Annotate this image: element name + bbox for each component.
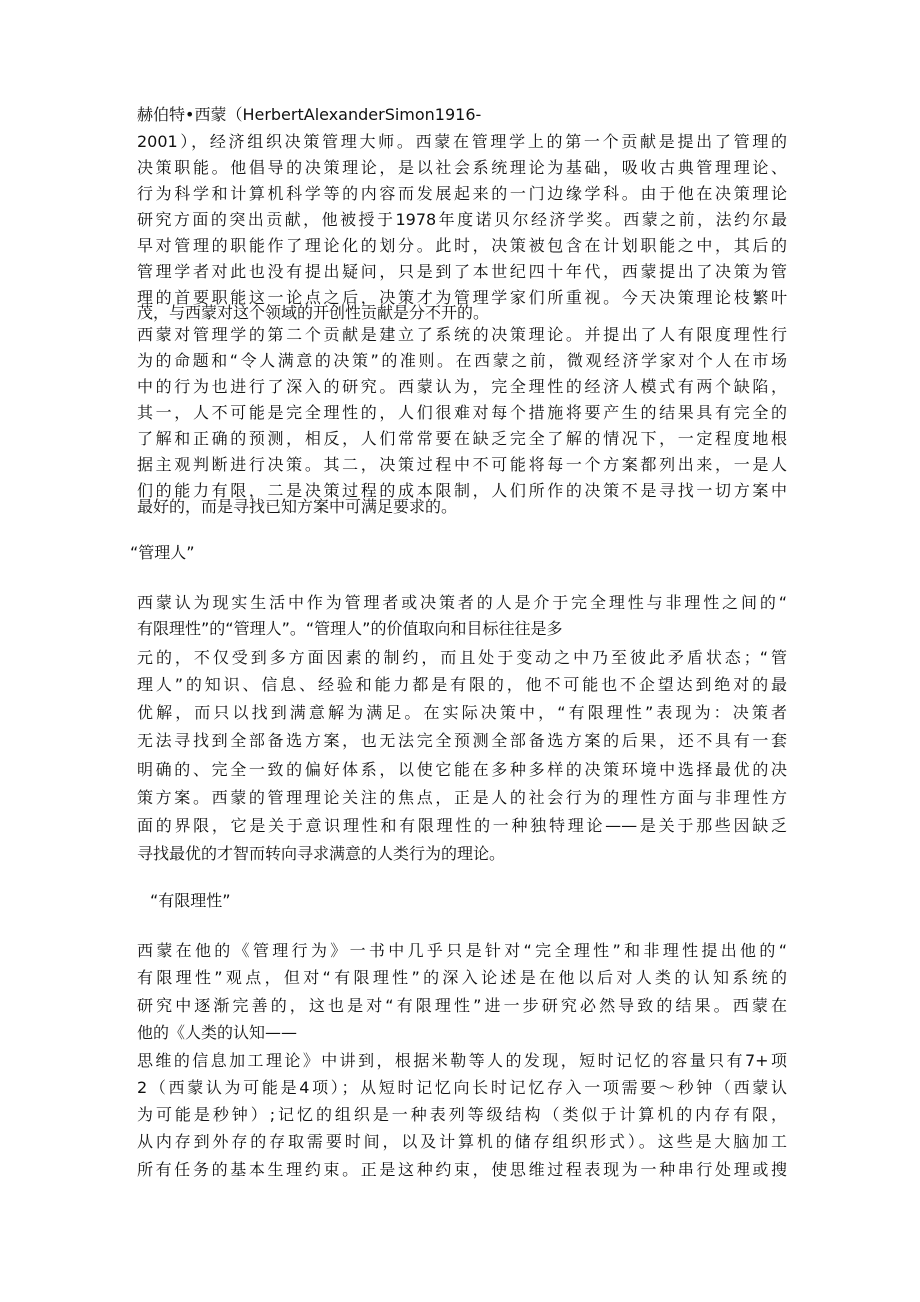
text-line: 2（西蒙认为可能是4项）；从短时记忆向长时记忆存入一项需要～秒钟（西蒙认 <box>137 1078 787 1097</box>
text-line: 中的行为也进行了深入的研究。西蒙认为，完全理性的经济人模式有两个缺陷， <box>137 377 787 396</box>
text-line: 为可能是秒钟）;记忆的组织是一种表列等级结构（类似于计算机的内存有限， <box>137 1105 787 1124</box>
text-line: 研究中逐渐完善的，这也是对“有限理性”进一步研究必然导致的结果。西蒙在 <box>137 996 787 1015</box>
text-line: 西蒙在他的《管理行为》一书中几乎只是针对“完全理性”和非理性提出他的“ <box>137 941 787 960</box>
text-line: 决策职能。他倡导的决策理论，是以社会系统理论为基础，吸收古典管理理论、 <box>137 158 787 177</box>
text-line: 寻找最优的才智而转向寻求满意的人类行为的理论。 <box>137 844 506 863</box>
text-line: 优解，而只以找到满意解为满足。在实际决策中，“有限理性”表现为：决策者 <box>137 703 787 722</box>
text-line: 行为科学和计算机科学等的内容而发展起来的一门边缘学科。由于他在决策理论 <box>137 184 787 203</box>
text-line: 面的界限，它是关于意识理性和有限理性的一种独特理论——是关于那些因缺乏 <box>137 816 787 835</box>
text-line: 据主观判断进行决策。其二，决策过程中不可能将每一个方案都列出来，一是人 <box>137 455 787 474</box>
text-line: 元的，不仅受到多方面因素的制约，而且处于变动之中乃至彼此矛盾状态；“管 <box>137 648 787 667</box>
text-line: 思维的信息加工理论》中讲到，根据米勒等人的发现，短时记忆的容量只有7+项 <box>137 1051 787 1070</box>
text-line: 管理学者对此也没有提出疑问，只是到了本世纪四十年代，西蒙提出了决策为管 <box>137 262 787 281</box>
text-line: 西蒙对管理学的第二个贡献是建立了系统的决策理论。并提出了人有限度理性行 <box>137 325 787 344</box>
text-line: 最好的，而是寻找已知方案中可满足要求的。 <box>137 497 458 516</box>
text-line: 他的《人类的认知—— <box>137 1023 298 1042</box>
text-line: 2001），经济组织决策管理大师。西蒙在管理学上的第一个贡献是提出了管理的 <box>137 132 787 151</box>
text-line: 西蒙认为现实生活中作为管理者或决策者的人是介于完全理性与非理性之间的“ <box>137 593 787 612</box>
section-heading: “管理人” <box>130 543 195 562</box>
section-heading: “有限理性” <box>150 891 231 910</box>
text-line: 研究方面的突出贡献，他被授于1978年度诺贝尔经济学奖。西蒙之前，法约尔最 <box>137 210 787 229</box>
text-line: 为的命题和“令人满意的决策”的准则。在西蒙之前，微观经济学家对个人在市场 <box>137 351 787 370</box>
text-line: 了解和正确的预测，相反，人们常常要在缺乏完全了解的情况下，一定程度地根 <box>137 429 787 448</box>
text-line: 茂，与西蒙对这个领域的开创性贡献是分不开的。 <box>137 303 490 322</box>
text-line: 早对管理的职能作了理论化的划分。此时，决策被包含在计划职能之中，其后的 <box>137 236 787 255</box>
text-line: 无法寻找到全部备选方案，也无法完全预测全部备选方案的后果，还不具有一套 <box>137 731 787 750</box>
text-line: 策方案。西蒙的管理理论关注的焦点，正是人的社会行为的理性方面与非理性方 <box>137 788 787 807</box>
text-line: 理的首要职能这一论点之后，决策才为管理学家们所重视。今天决策理论枝繁叶 <box>137 288 787 307</box>
text-line: 所有任务的基本生理约束。正是这种约束，使思维过程表现为一种串行处理或搜 <box>137 1160 787 1179</box>
text-line: 们的能力有限，二是决策过程的成本限制，人们所作的决策不是寻找一切方案中 <box>137 481 787 500</box>
text-line: 理人”的知识、信息、经验和能力都是有限的，他不可能也不企望达到绝对的最 <box>137 675 787 694</box>
text-line: 其一，人不可能是完全理性的，人们很难对每个措施将要产生的结果具有完全的 <box>137 403 787 422</box>
text-line: 有限理性”观点，但对“有限理性”的深入论述是在他以后对人类的认知系统的 <box>137 968 787 987</box>
text-line: 赫伯特•西蒙（HerbertAlexanderSimon1916- <box>137 105 482 124</box>
text-line: 明确的、完全一致的偏好体系，以使它能在多种多样的决策环境中选择最优的决 <box>137 760 787 779</box>
text-line: 从内存到外存的存取需要时间，以及计算机的储存组织形式）。这些是大脑加工 <box>137 1132 787 1151</box>
text-line: 有限理性”的“管理人”。“管理人”的价值取向和目标往往是多 <box>137 619 563 638</box>
